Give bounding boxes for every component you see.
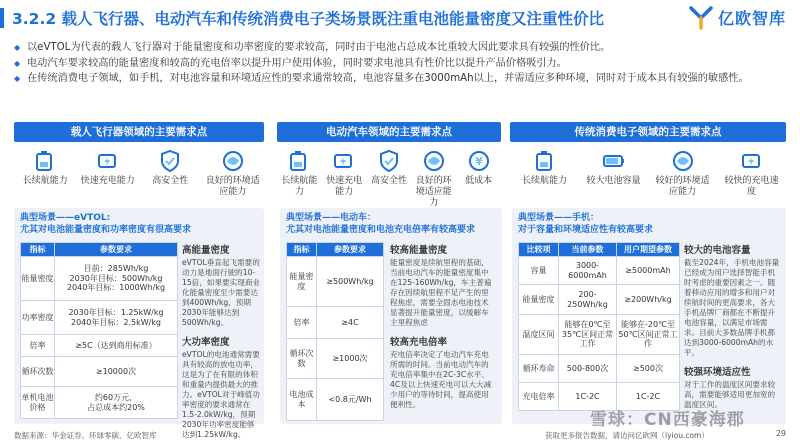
bullet-text: 在传统消费电子领域，如手机，对电池容量和环境适应性的要求通常较高，电池容量多在3000mAh以上，并需适应多种环境，同时对于成本具有较强的敏感性。: [27, 73, 749, 84]
side-text: 充电倍率决定了电动汽车充电所需的时间。当前电动汽车的充电倍率集中在2C-3C水平。4C及以上快速充电可以大大减少用户的等待时间，提高使用便利性。: [390, 350, 492, 409]
requirement-item: [277, 148, 321, 214]
table-cell: 功率密度: [21, 301, 55, 335]
table-header: 当前参数: [559, 243, 617, 257]
table-cell: 3000-6000mAh: [559, 257, 617, 285]
cost-icon: [466, 148, 492, 174]
ev-side-notes: [390, 242, 496, 410]
table-cell: 温度区间: [519, 315, 559, 355]
requirement-label: 较大电池容量: [586, 176, 641, 186]
table-cell: 200-250Wh/kg: [559, 285, 617, 315]
battery-icon: [32, 148, 58, 174]
side-heading: 较高能量密度: [390, 245, 448, 256]
fast-charge-icon: [739, 148, 765, 174]
side-heading: 高能量密度: [182, 245, 230, 256]
table-cell: 约60万元， 占总成本约20%: [55, 387, 178, 419]
table-cell: 500-800次: [559, 355, 617, 383]
table-cell: ≥5C（达到商用标准）: [55, 335, 178, 357]
shield-icon: [157, 148, 183, 174]
panel-title: 典型场景——电动车：: [286, 213, 377, 223]
requirement-item: [80, 148, 136, 214]
panel-subtitle: 尤其对电池能量密度和功率密度有很高要求: [20, 225, 192, 235]
column-header: 电动汽车领域的主要需求点: [277, 122, 501, 142]
requirement-label: 长续航能力: [281, 176, 318, 197]
fast-charge-icon: [95, 148, 121, 174]
shield-icon: [376, 148, 402, 174]
side-heading: 较强环境适应性: [684, 367, 751, 378]
header: [0, 0, 800, 36]
table-cell: 单机电池价格: [21, 387, 55, 419]
requirement-row: [510, 148, 786, 214]
requirement-label: 快速充电能力: [80, 176, 135, 186]
table-cell: <0.8元/Wh: [317, 379, 384, 421]
intro-bullets: [14, 40, 784, 87]
page-title: 3.2.2 载人飞行器、电动汽车和传统消费电子类场景既注重电池能量密度又注重性价比: [12, 10, 605, 28]
side-heading: 较高充电倍率: [390, 337, 448, 348]
requirement-item: [412, 148, 456, 214]
footer-note: 获取更多报告数据，请访问亿欧网（iyiou.com）: [545, 431, 709, 440]
table-header: 指标: [21, 243, 55, 257]
table-cell: ≥500Wh/kg: [317, 257, 384, 307]
phone-side-notes: [684, 242, 782, 410]
logo: [688, 4, 786, 30]
panel-title: 典型场景——手机：: [518, 213, 600, 223]
table-cell: 能量密度: [21, 257, 55, 301]
requirement-item: [517, 148, 573, 214]
side-text: 对于工作的温度区间要求较高，需要能够适用更加宽的温度区间。: [684, 380, 776, 409]
data-source: 数据来源：华金证券、环球零碳、亿欧智库: [14, 431, 157, 440]
logo-text: 亿欧智库: [717, 8, 786, 28]
table-cell: 能够在0℃至35℃区间正常工作: [559, 315, 617, 355]
title-accent-bar: [0, 8, 4, 28]
diamond-bullet-icon: ◆: [14, 43, 21, 52]
svg-text:¥: ¥: [474, 155, 483, 168]
requirement-label: 长续航能力: [22, 176, 68, 186]
bullet-item: [14, 56, 784, 72]
side-text: 能量密度是续航里程的基础，当前电动汽车的能量密度集中在125-160Wh/kg，车主普遍存在因续航里程不足产生的里程焦虑，需要全固态电池技术显著提升能量密度，以缓解车主里程焦虑: [390, 258, 492, 327]
requirement-label: 良好的环境适应能力: [205, 176, 260, 197]
table-cell: ≥1000次: [317, 339, 384, 379]
requirement-item: [724, 148, 780, 214]
requirement-item: [655, 148, 711, 214]
ev-table: [286, 242, 384, 421]
requirement-item: [457, 148, 501, 214]
requirement-label: 较好的环境适应能力: [655, 176, 710, 197]
bullet-text: 电动汽车要求较高的能量密度和较高的充电倍率以提升用户使用体验，同时要求电池具有性价比以提升产品价格吸引力。: [27, 57, 567, 69]
table-header: 用户期望参数: [617, 243, 680, 257]
requirement-item: [17, 148, 73, 214]
column-header: 载人飞行器领域的主要需求点: [14, 122, 264, 142]
table-cell: ≥10000次: [55, 357, 178, 387]
requirement-label: 较快的充电速度: [724, 176, 779, 197]
table-cell: ≥500次: [617, 355, 680, 383]
table-cell: 循环次数: [287, 339, 317, 379]
requirement-row: [14, 148, 264, 214]
table-header: 参数要求: [55, 243, 178, 257]
side-text: 截至2024年，手机电池容量已经成为用户选择智能手机时考虑的重要因素之一。随着移动应用的增多和用户对续航时间的更高要求，各大手机品牌厂商都在不断提升电池容量，以满足市场需求。目前大多数品牌手机都达到3000-6000mAh的水平。: [684, 258, 780, 357]
environment-icon: [670, 148, 696, 174]
side-heading: 较大的电池容量: [684, 245, 751, 256]
column-header: 传统消费电子领域的主要需求点: [510, 122, 786, 142]
bullet-item: [14, 71, 784, 87]
table-cell: ≥4C: [317, 307, 384, 339]
side-text: eVTOL的电池通常需要具有较高的放电功率，这是为了在有限的体积和重量内提供最大的推力。eVTOL对于峰值功率密度的要求通常在1.5-2.0kW/kg，预期2030年功率密度能够达到1.25kW/kg。: [182, 350, 260, 439]
fast-charge-icon: [331, 148, 357, 174]
table-header: 指标: [287, 243, 317, 257]
table-cell: 循环次数: [21, 357, 55, 387]
table-header: 比较项: [519, 243, 559, 257]
battery-icon: [532, 148, 558, 174]
environment-icon: [421, 148, 447, 174]
panel-phone: [512, 208, 786, 424]
capacity-icon: [601, 148, 627, 174]
evtol-side-notes: [182, 242, 260, 440]
diamond-bullet-icon: ◆: [14, 74, 21, 83]
panel-subtitle: 尤其对电池能量密度和电池充电倍率有较高要求: [286, 225, 476, 235]
environment-icon: [220, 148, 246, 174]
side-heading: 大功率密度: [182, 337, 230, 348]
table-cell: 2030年目标：1.25kW/kg 2040年目标：2.5kW/kg: [55, 301, 178, 335]
requirement-item: [142, 148, 198, 214]
requirement-label: 低成本: [465, 176, 493, 186]
panel-ev: [280, 208, 502, 424]
table-cell: 目前：285Wh/kg 2030年目标：500Wh/kg 2040年目标：1000Wh/kg: [55, 257, 178, 301]
logo-icon: [688, 4, 714, 30]
table-header: 参数要求: [317, 243, 384, 257]
requirement-item: [205, 148, 261, 214]
table-cell: 电池成本: [287, 379, 317, 421]
panel-title: 典型场景——eVTOL:: [20, 213, 111, 223]
table-cell: ≥200Wh/kg: [617, 285, 680, 315]
table-cell: 1C-2C: [559, 383, 617, 411]
diamond-bullet-icon: ◆: [14, 58, 21, 68]
table-cell: ≥5000mAh: [617, 257, 680, 285]
requirement-row: [277, 148, 501, 214]
table-cell: 能量密度: [287, 257, 317, 307]
table-cell: 倍率: [287, 307, 317, 339]
table-cell: 充电倍率: [519, 383, 559, 411]
page-number: 29: [775, 429, 786, 438]
battery-icon: [286, 148, 312, 174]
requirement-item: [367, 148, 411, 214]
table-cell: 循环寿命: [519, 355, 559, 383]
phone-table: [518, 242, 680, 411]
table-cell: 能量密度: [519, 285, 559, 315]
panel-subtitle: 对于容量和环境适应性有较高要求: [518, 225, 654, 235]
table-cell: 能够在-20℃至50℃区间正常工作: [617, 315, 680, 355]
table-cell: 容量: [519, 257, 559, 285]
evtol-table: [20, 242, 178, 419]
table-cell: 倍率: [21, 335, 55, 357]
requirement-label: 高安全性: [370, 176, 407, 186]
requirement-item: [586, 148, 642, 214]
watermark: 雪球：CN西豪海郡: [590, 410, 745, 430]
requirement-item: [322, 148, 366, 214]
bullet-item: [14, 40, 784, 56]
requirement-label: 良好的环境适应能力: [415, 176, 452, 208]
requirement-label: 高安全性: [152, 176, 189, 186]
table-cell: 1C-2C: [617, 383, 680, 411]
requirement-label: 快速充电能力: [326, 176, 363, 197]
requirement-label: 长续航能力: [521, 176, 567, 186]
side-text: eVTOL垂直起飞需要的动力是地面行驶的10-15倍，如果要实现商业化能量密度至少需要达到400Wh/kg，预期2030年能够达到500Wh/kg。: [182, 258, 261, 327]
bullet-text: 以eVTOL为代表的载人飞行器对于能量密度和功率密度的要求较高，同时由于电池占总成本比重较大因此要求具有较强的性价比。: [27, 42, 611, 53]
